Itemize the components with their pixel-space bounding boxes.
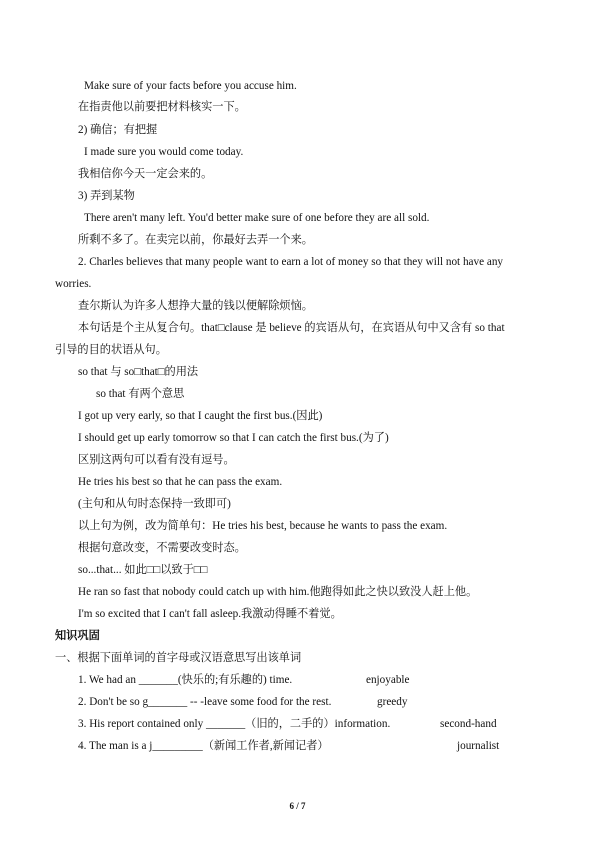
exercise-answer: enjoyable xyxy=(366,674,410,686)
exercise-heading: 一、根据下面单词的首字母或汉语意思写出该单词 xyxy=(55,652,302,664)
text-line: 以上句为例，改为简单句：He tries his best, because he wants to pass the exam. xyxy=(78,520,448,532)
text-line: 引导的目的状语从句。 xyxy=(55,344,167,356)
exercise-question: 1. We had an _______(快乐的;有乐趣的) time. xyxy=(78,674,293,686)
text-line: I made sure you would come today. xyxy=(84,146,244,158)
text-line: (主句和从句时态保持一致即可) xyxy=(78,498,231,510)
text-line: so that 有两个意思 xyxy=(96,388,185,400)
text-line: I'm so excited that I can't fall asleep.我激动得睡不着觉。 xyxy=(78,608,342,620)
text-line: There aren't many left. You'd better make sure of one before they are all sold. xyxy=(84,212,430,224)
exercise-answer: greedy xyxy=(377,696,408,708)
text-line: 根据句意改变，不需要改变时态。 xyxy=(78,542,246,554)
text-line: so...that... 如此□□以致于□□ xyxy=(78,564,208,576)
text-line: 2) 确信；有把握 xyxy=(78,124,158,136)
text-line: 2. Charles believes that many people want to earn a lot of money so that they will not have any xyxy=(78,256,504,268)
text-line: 查尔斯认为许多人想挣大量的钱以便解除烦恼。 xyxy=(78,300,313,312)
exercise-answer: second-hand xyxy=(440,718,497,730)
text-line: 本句话是个主从复合句。that□clause 是 believe 的宾语从句，在宾语从句中又含有 so that xyxy=(78,322,505,334)
exercise-answer: journalist xyxy=(457,740,500,752)
exercise-question: 3. His report contained only _______（旧的，二手的）information. xyxy=(78,718,391,730)
text-line: Make sure of your facts before you accuse him. xyxy=(84,80,297,92)
text-line: 在指责他以前要把材料核实一下。 xyxy=(78,101,246,113)
text-line: I got up very early, so that I caught the first bus.(因此) xyxy=(78,410,323,422)
text-line: 3) 弄到某物 xyxy=(78,190,135,202)
text-line: worries. xyxy=(55,278,92,290)
section-title: 知识巩固 xyxy=(55,630,100,642)
text-line: He ran so fast that nobody could catch up with him.他跑得如此之快以致没人赶上他。 xyxy=(78,586,478,598)
text-line: He tries his best so that he can pass the exam. xyxy=(78,476,283,488)
exercise-question: 2. Don't be so g_______ -- -leave some food for the rest. xyxy=(78,696,332,708)
page-number: 6 / 7 xyxy=(289,801,306,811)
text-line: 我相信你今天一定会来的。 xyxy=(78,168,213,180)
text-line: 所剩不多了。在卖完以前，你最好去弄一个来。 xyxy=(78,234,313,246)
text-line: 区别这两句可以看有没有逗号。 xyxy=(78,454,235,466)
exercise-question: 4. The man is a j_________（新闻工作者,新闻记者） xyxy=(78,740,329,752)
text-line: I should get up early tomorrow so that I can catch the first bus.(为了) xyxy=(78,432,389,444)
text-line: so that 与 so□that□的用法 xyxy=(78,366,199,378)
